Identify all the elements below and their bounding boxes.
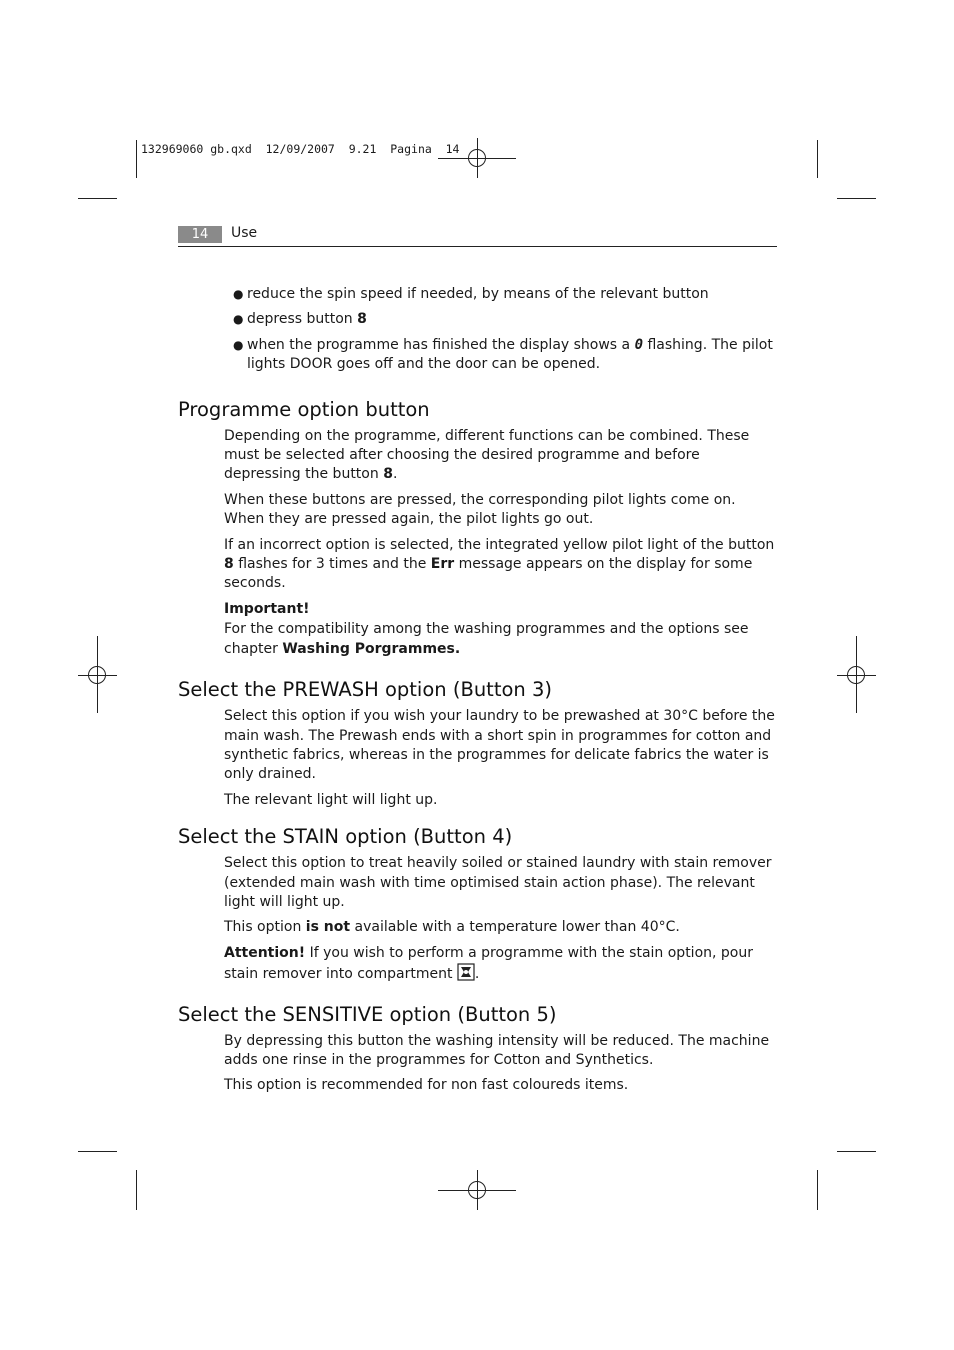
- stain-compartment-icon: [457, 963, 475, 987]
- crop-mark: [837, 198, 876, 199]
- paragraph: For the compatibility among the washing programmes and the options see chapter Washing Porgrammes.: [224, 621, 749, 657]
- section-stain: [178, 824, 778, 987]
- crop-mark: [136, 140, 137, 178]
- paragraph: Select this option if you wish your laundry to be prewashed at 30°C before the main wash. The Prewash ends with a short spin in programmes for cotton and synthetic fabrics, whereas in the programmes for delicate fabrics the water is only drained.: [224, 708, 775, 783]
- section-title: Programme option button: [178, 397, 430, 421]
- paragraph: The relevant light will light up.: [224, 791, 438, 808]
- section-prewash: [178, 677, 778, 810]
- print-slug: 132969060 gb.qxd 12/09/2007 9.21 Pagina 14: [141, 142, 460, 156]
- bullet-text: depress button: [247, 311, 358, 328]
- bullet-icon: ●: [233, 312, 244, 327]
- paragraph: By depressing this button the washing intensity will be reduced. The machine adds one rinse in the programmes for Cotton and Synthetics.: [224, 1032, 770, 1068]
- section-title: Select the PREWASH option (Button 3): [178, 678, 552, 702]
- paragraph: Select this option to treat heavily soiled or stained laundry with stain remover (extended main wash with time optimised stain action phase). The relevant light will light up.: [224, 855, 772, 910]
- paragraph: This option is recommended for non fast coloureds items.: [224, 1077, 629, 1094]
- bullet-icon: ●: [233, 287, 244, 301]
- list-item: [233, 285, 778, 304]
- bullet-text: flashing. The pilot lights DOOR goes off and the door can be opened.: [247, 336, 773, 373]
- paragraph: Attention! If you wish to perform a programme with the stain option, pour stain remover into compartment .: [224, 944, 778, 988]
- paragraph: Depending on the programme, different functions can be combined. These must be selected after choosing the desired programme and before depressing the button 8.: [224, 427, 750, 483]
- section-sensitive: [178, 1002, 778, 1096]
- crop-mark: [817, 140, 818, 178]
- display-zero-glyph: 0: [634, 336, 644, 353]
- bullet-text: when the programme has finished the display shows a: [247, 336, 635, 353]
- button-number: 8: [357, 311, 367, 328]
- crop-mark: [837, 1151, 876, 1152]
- important-note: Important!: [224, 600, 310, 617]
- header-rule: [178, 246, 777, 247]
- running-header: Use: [231, 225, 258, 241]
- bullet-list: [233, 285, 778, 375]
- bullet-icon: ●: [233, 337, 244, 352]
- crop-mark: [817, 1170, 818, 1210]
- paragraph: If an incorrect option is selected, the integrated yellow pilot light of the button 8 flashes for 3 times and the Err message appears on the display for some seconds.: [224, 536, 775, 592]
- crop-mark: [78, 198, 117, 199]
- page-content: [178, 285, 778, 1110]
- page-number: 14: [178, 226, 222, 243]
- bullet-text: reduce the spin speed if needed, by means of the relevant button: [247, 286, 709, 302]
- section-title: Select the STAIN option (Button 4): [178, 825, 513, 849]
- list-item: [233, 310, 778, 329]
- paragraph: When these buttons are pressed, the corresponding pilot lights come on. When they are pressed again, the pilot lights go out.: [224, 491, 736, 528]
- list-item: [233, 336, 778, 375]
- section-title: Select the SENSITIVE option (Button 5): [178, 1002, 557, 1026]
- section-programme-option: [178, 397, 778, 659]
- crop-mark: [78, 1151, 117, 1152]
- paragraph: This option is not available with a temperature lower than 40°C.: [224, 919, 680, 936]
- crop-mark: [136, 1170, 137, 1210]
